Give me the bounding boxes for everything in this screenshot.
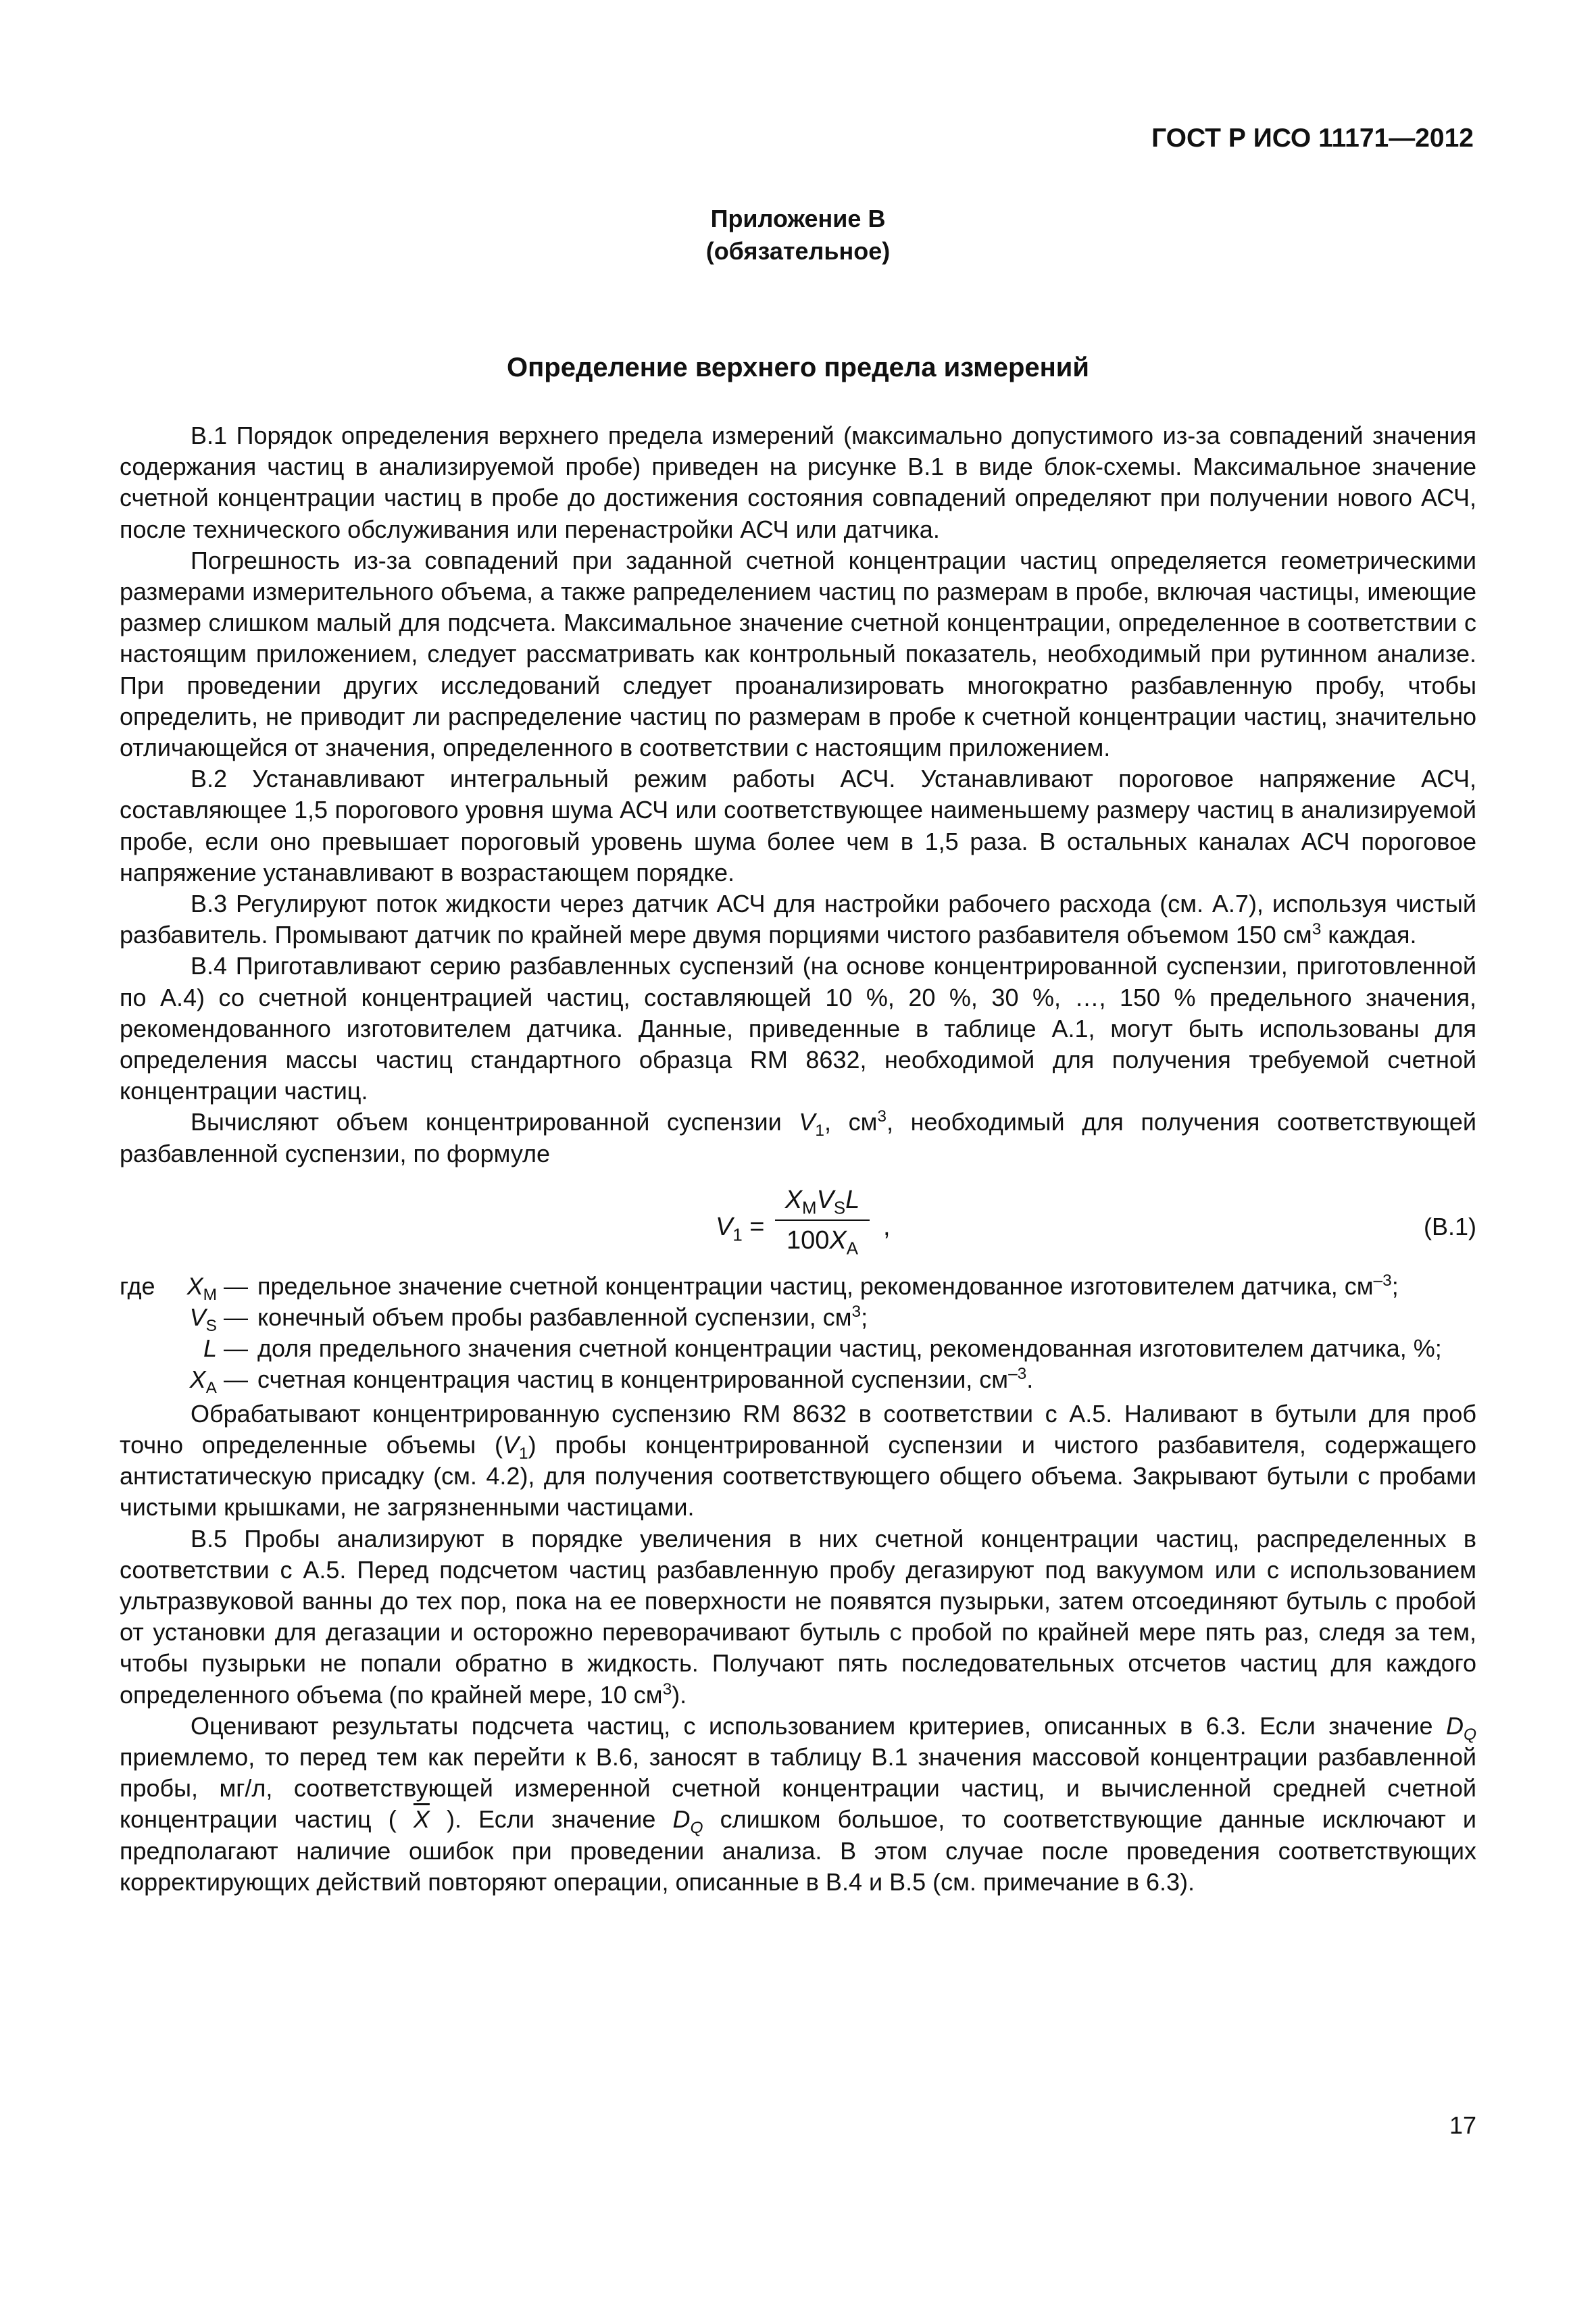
annex-status: (обязательное) <box>705 237 891 265</box>
definition-xa: $X_A$ — счетная концентрация частиц в концентрированной суспензии, $см^{-3}$. <box>189 1365 1034 1398</box>
paragraph-b1-error: Погрешность из-за совпадений при заданной счетной концентрации частиц определяется геометрическими размерами измерительного объема, а также рапределением частиц по размерам в пробе, включая частицы, имеющие размер слишком малый для подсчета. Максимальное значение счетной концентрации, определенное в соответствии с настоящим приложением, следует рассматривать как контрольный показатель, необходимый при рутинном анализе. При проведении других исследований следует проанализировать многократно разбавленную пробу, чтобы определить, не приводит ли распределение частиц по размерам в пробе к счетной концентрации частиц, значительно отличающейся от значения, определенного в соответствии с настоящим приложением. <box>120 546 1476 762</box>
document-body <box>120 420 1476 1898</box>
paragraph-b2: В.2 Устанавливают интегральный режим работы АСЧ. Устанавливают пороговое напряжение АСЧ, составляющее 1,5 порогового уровня шума АСЧ или соответствующее наименьшему размеру частиц в анализируемой пробе, если оно превышает пороговый уровень шума более чем в 1,5 раза. В остальных каналах АСЧ пороговое напряжение устанавливают в возрастающем порядке. <box>120 765 1476 886</box>
formula-number: (В.1) <box>1423 1212 1476 1240</box>
page-number: 17 <box>1449 2111 1476 2139</box>
definition-xm: где $X_M$ — предельное значение счетной концентрации частиц, рекомендованное изготовителем датчика, $см^{-3}$; <box>120 1271 1399 1305</box>
formula-b1: $V_1$ = $X_MV_SL$ $100X_A$ , (В.1) <box>716 1185 1476 1259</box>
formula-lhs: $V_1$ = <box>716 1212 765 1245</box>
annex-heading <box>0 203 1596 268</box>
paragraph-volume-calc: Вычисляют объем концентрированной суспензии $V_1$, $см^3$, необходимый для получения соответствующей разбавленной суспензии, по формуле <box>120 1107 1476 1167</box>
definition-l: L — доля предельного значения счетной концентрации частиц, рекомендованная изготовителем датчика, %; <box>203 1334 1442 1363</box>
paragraph-b4: В.4 Приготавливают серию разбавленных суспензий (на основе концентрированной суспензии, приготовленной по А.4) со счетной концентрацией частиц, составляющей 10 %, 20 %, 30 %, …, 150 % предельного значения, рекомендованного изготовителем датчика. Данные, приведенные в таблице А.1, могут быть использованы для определения массы частиц стандартного образца RM 8632, необходимой для получения требуемой счетной концентрации частиц. <box>120 952 1476 1105</box>
document-header: ГОСТ Р ИСО 11171—2012 <box>1151 124 1474 153</box>
formula-fraction <box>775 1184 870 1259</box>
formula-definitions <box>120 1271 1476 1396</box>
formula-denominator: $100X_A$ <box>787 1226 858 1259</box>
definition-vs: $V_S$ — конечный объем пробы разбавленной суспензии, $см^3$; <box>189 1303 868 1336</box>
formula-numerator: $X_MV_SL$ <box>775 1184 870 1221</box>
paragraph-rm8632: Обрабатывают концентрированную суспензию RM 8632 в соответствии с А.5. Наливают в бутыли для проб точно определенные объемы $(V_1)$ пробы концентрированной суспензии и чистого разбавителя, содержащего антистатическую присадку (см. 4.2), для получения соответствующего общего объема. Закрывают бутыли с пробами чистыми крышками, не загрязненными частицами. <box>120 1399 1477 1521</box>
paragraph-evaluation: Оценивают результаты подсчета частиц, с использованием критериев, описанных в 6.3. Если значение $D_Q$ приемлемо, то перед тем как перейти к В.6, заносят в таблицу В.1 значения массовой концентрации разбавленной пробы, мг/л, соответствующей измеренной счетной концентрации частиц, и вычисленной средней счетной концентрации частиц ( $\overline{X}$ ). Если значение $D_Q$ слишком большое, то соответствующие данные исключают и предполагают наличие ошибок при проведении анализа. В этом случае после проведения соответствующих корректирующих действий повторяют операции, описанные в В.4 и В.5 (см. примечание в 6.3). <box>120 1711 1476 1896</box>
paragraph-b3: В.3 Регулируют поток жидкости через датчик АСЧ для настройки рабочего расхода (см. А.7), используя чистый разбавитель. Промывают датчик по крайней мере двумя порциями чистого разбавителя объемом 150 $см^3$ каждая. <box>120 890 1476 949</box>
section-title: Определение верхнего предела измерений <box>507 353 1089 382</box>
paragraph-b1: В.1 Порядок определения верхнего предела измерений (максимально допустимого из-за совпадений значения содержания частиц в анализируемой пробе) приведен на рисунке В.1 в виде блок-схемы. Максимальное значение счетной концентрации частиц в пробе до достижения состояния совпадений определяют при получении нового АСЧ, после технического обслуживания или перенастройки АСЧ или датчика. <box>120 422 1476 543</box>
annex-label: Приложение В <box>710 205 886 232</box>
paragraph-b5: В.5 Пробы анализируют в порядке увеличения в них счетной концентрации частиц, распределенных в соответствии с А.5. Перед подсчетом частиц разбавленную пробу дегазируют под вакуумом или с использованием ультразвуковой ванны до тех пор, пока на ее поверхности не появятся пузырьки, затем отсоединяют бутыль с пробой от установки для дегазации и осторожно переворачивают бутыль с пробой по крайней мере пять раз, следя за тем, чтобы пузырьки не попали обратно в жидкость. Получают пять последовательных отсчетов частиц для каждого определенного объема (по крайней мере, 10 $см^3$). <box>120 1524 1476 1709</box>
